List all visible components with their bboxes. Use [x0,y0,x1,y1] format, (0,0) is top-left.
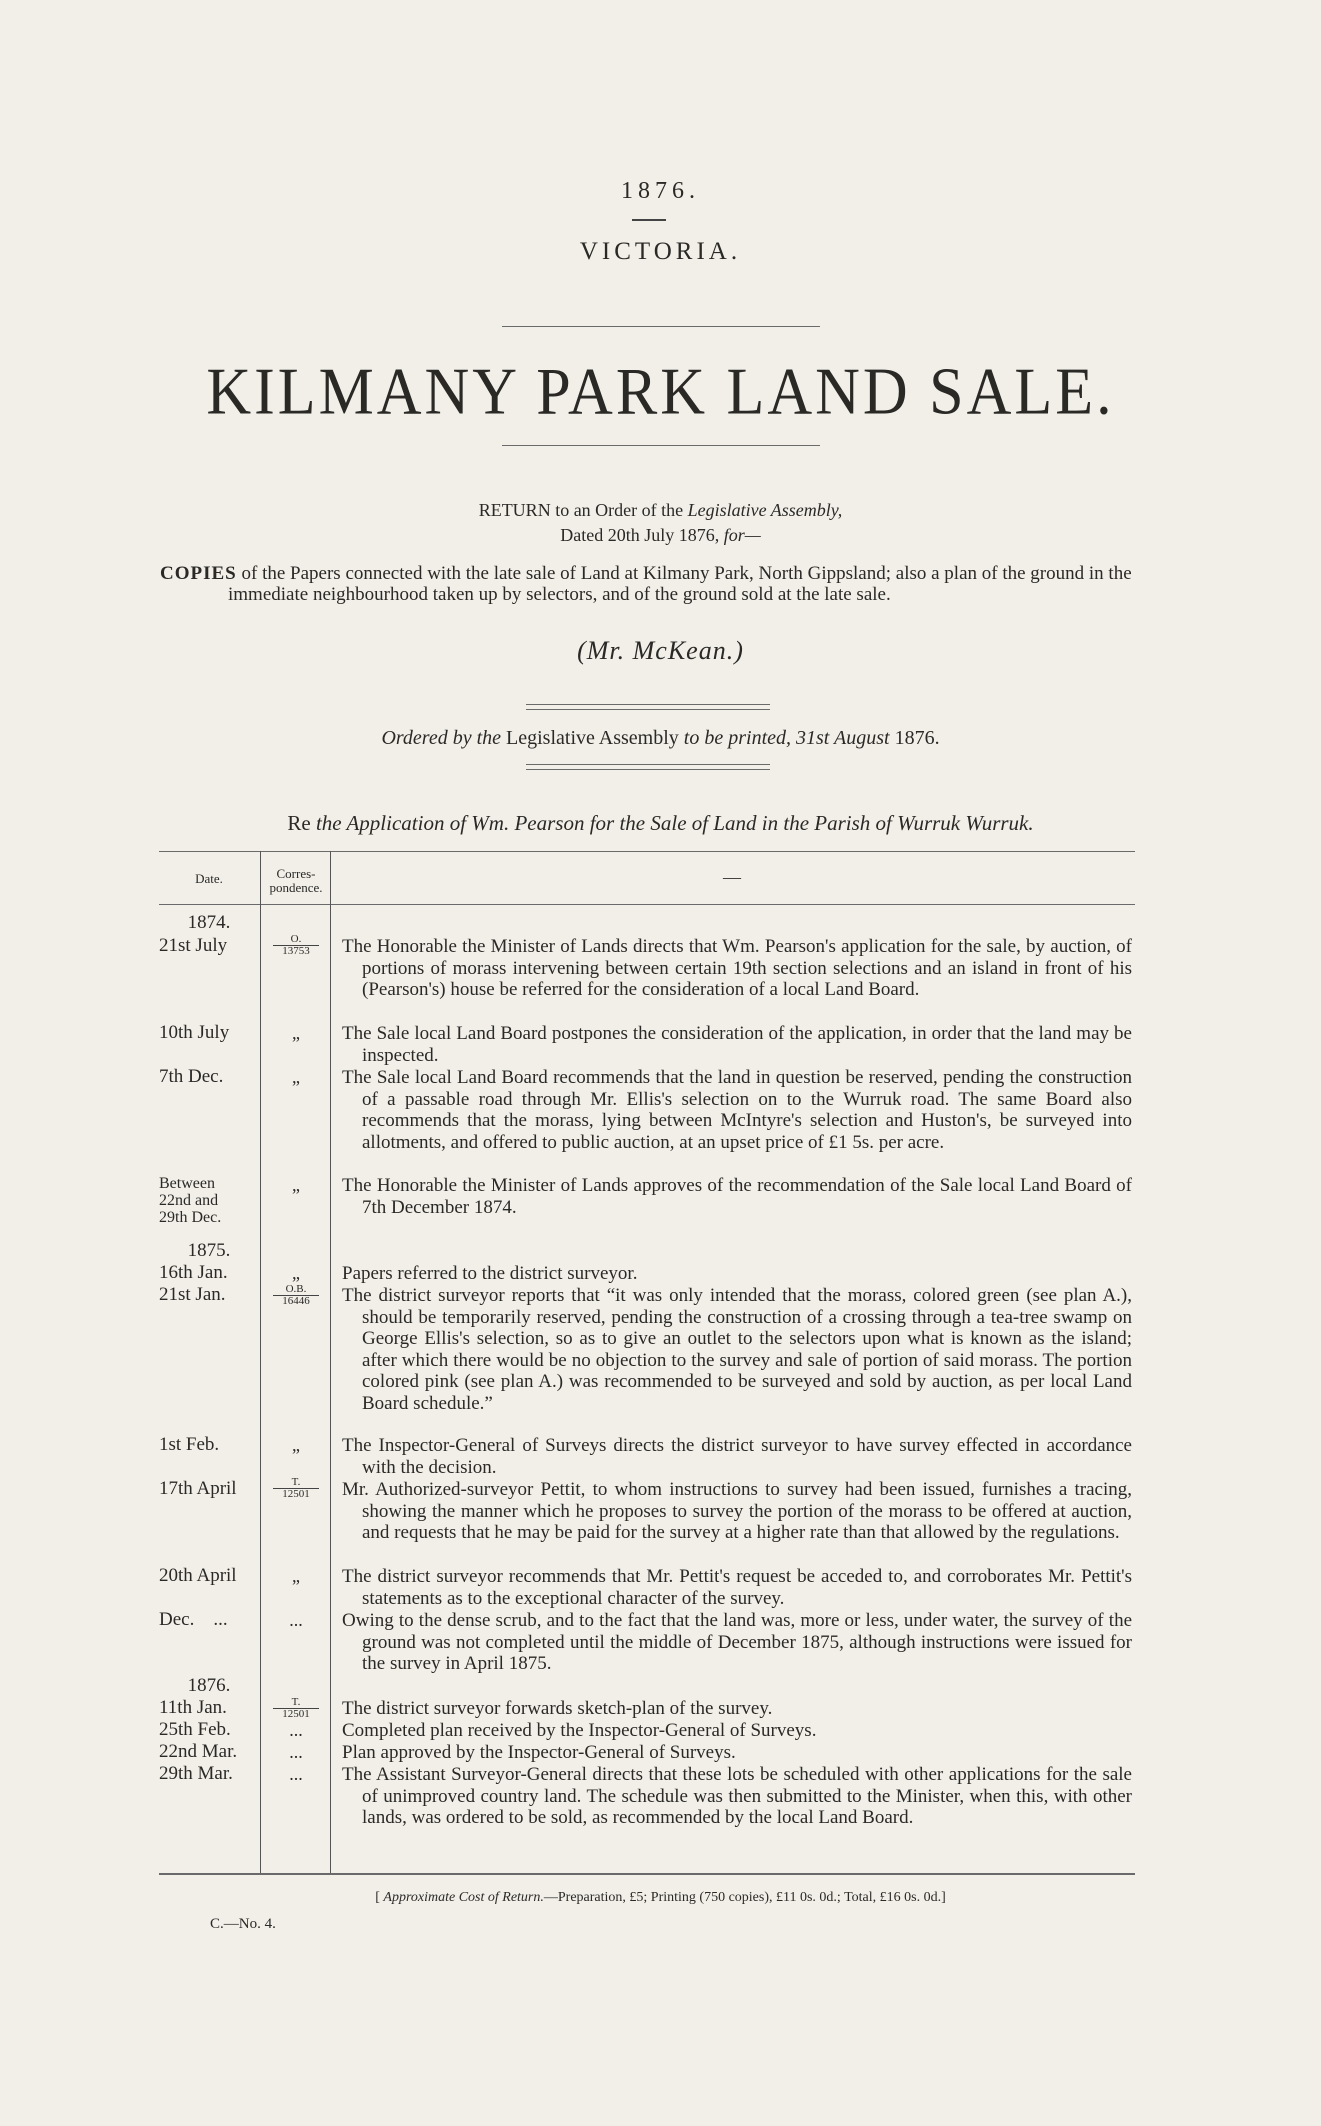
corr-ref-top: T. [273,1697,319,1709]
document-year: 1876. [621,178,700,204]
ordered-c: to be printed, [683,727,797,749]
row-date: 22nd Mar. [159,1741,238,1762]
cost-label: Approximate Cost of Return. [383,1890,544,1905]
row-text: The Honorable the Minister of Lands directs that Wm. Pearson's application for the sale, by auction, of portions of morass intervening between certain 19th section selections and an island in front of his (Pearson's) house be referred for the consideration of a local Land Board. [342,936,1132,1000]
row-date: Between 22nd and 29th Dec. [159,1175,222,1226]
year-label-1874: 1874. [187,912,231,933]
row-corr-ellipsis: ... [289,1610,303,1630]
corr-ref-bottom: 12501 [282,1488,310,1500]
ordered-rule-bottom-2 [526,769,770,770]
ordered-rule-bottom-1 [526,764,770,765]
row-corr-ref [262,1284,330,1307]
colony-name: VICTORIA. [579,238,742,265]
return-for: for— [723,525,761,545]
row-text: The Honorable the Minister of Lands approves of the recommendation of the Sale local Land Board of 7th December 1874. [342,1175,1132,1218]
re-label: Re [287,811,316,835]
return-line-2 [0,525,1321,546]
corr-ref-top: O.B. [273,1284,319,1296]
corr-ref-bottom: 12501 [282,1708,310,1720]
row-date: 20th April [159,1565,237,1586]
cost-note [0,1890,1321,1906]
row-corr-ditto: „ [292,1566,300,1586]
row-corr-ref [262,934,330,957]
title-rule-top [502,326,820,327]
cost-bracket: [ [375,1890,384,1905]
row-date: 21st Jan. [159,1284,226,1305]
row-date: 29th Mar. [159,1763,233,1784]
ordered-rule-top-1 [526,704,770,705]
return-date: Dated 20th July 1876, [560,525,724,545]
row-text: The Inspector-General of Surveys directs the district surveyor to have survey effected in accordance with the decision. [342,1435,1132,1478]
copies-lead: COPIES [160,563,237,584]
row-date: 10th July [159,1022,230,1043]
row-corr-ditto: „ [292,1023,300,1043]
row-date: 16th Jan. [159,1262,228,1283]
ordered-line [0,727,1321,750]
row-corr-ref [262,1697,330,1720]
table-divider-date [260,851,261,1873]
row-corr-ditto: „ [292,1175,300,1195]
col-header-correspondence: Corres- pondence. [269,866,323,895]
row-text: The district surveyor forwards sketch-plan of the survey. [342,1698,773,1719]
corr-ref-bottom: 13753 [282,945,310,957]
row-corr-ellipsis: ... [289,1764,303,1784]
re-subject: the Application of Wm. Pearson for the Sale of Land in the Parish of Wurruk Wurruk. [315,811,1034,835]
table-rule-header [159,904,1135,905]
year-label-1876: 1876. [187,1675,231,1696]
ordered-rule-top-2 [526,709,770,710]
row-corr-ellipsis: ... [289,1742,303,1762]
title-rule-bottom [502,445,820,446]
row-date: Dec. ... [159,1609,228,1630]
return-text: RETURN to an Order of the [478,500,688,520]
col-header-date: Date. [195,871,223,886]
row-corr-ref [262,1477,330,1500]
row-text: Mr. Authorized-surveyor Pettit, to whom instructions to survey had been issued, furnishes a tracing, showing the manner which he proposes to survey the portion of the morass to be offered at auction, and requests that he may be paid for the survey at a higher rate than that allowed by the regulations. [342,1479,1132,1543]
row-date: 25th Feb. [159,1719,231,1740]
row-date: 17th April [159,1478,237,1499]
ordered-d: 31st August [796,727,895,749]
cost-breakdown: —Preparation, £5; Printing (750 copies), £11 0s. 0d.; Total, £16 0s. 0d.] [543,1890,946,1905]
member-name: (Mr. McKean.) [577,636,744,665]
paper-number: C.—No. 4. [210,1916,276,1932]
ordered-e: 1876. [894,727,940,749]
row-text: Owing to the dense scrub, and to the fact that the land was, more or less, under water, the survey of the ground was not completed until the middle of December 1875, although instructions were issued for the survey in April 1875. [342,1610,1132,1674]
row-text: Papers referred to the district surveyor. [342,1263,638,1284]
copies-text: of the Papers connected with the late sale of Land at Kilmany Park, North Gippsland; also a plan of the ground in the immediate neighbourhood taken up by selectors, and of the ground sold at the late sale. [228,563,1132,605]
row-corr-ditto: „ [292,1435,300,1455]
document-title: KILMANY PARK LAND SALE. [206,355,1115,429]
ordered-a: Ordered by the [381,727,507,749]
col-header-text: — [723,867,741,887]
row-text: Plan approved by the Inspector-General of Surveys. [342,1742,736,1763]
year-label-1875: 1875. [187,1240,231,1261]
return-line-1 [0,500,1321,521]
corr-ref-bottom: 16446 [282,1295,310,1307]
row-corr-ellipsis: ... [289,1720,303,1740]
row-text: The Sale local Land Board postpones the consideration of the application, in order that the land may be inspected. [342,1023,1132,1066]
row-date: 11th Jan. [159,1697,227,1718]
return-assembly: Legislative Assembly, [687,500,843,520]
table-rule-bottom [159,1873,1135,1875]
copies-paragraph [160,563,1203,605]
table-divider-corr [330,851,331,1873]
corr-ref-top: T. [273,1477,319,1489]
row-date: 1st Feb. [159,1434,220,1455]
table-rule-top [159,851,1135,852]
row-text: Completed plan received by the Inspector-General of Surveys. [342,1720,817,1741]
row-text: The Sale local Land Board recommends that the land in question be reserved, pending the construction of a passable road through Mr. Ellis's selection on to the Wurruk road. The same Board also recommends that the morass, lying between McIntyre's selection and Huston's, be surveyed into allotments, and offered to public auction, at an upset price of £1 5s. per acre. [342,1067,1132,1153]
row-date: 7th Dec. [159,1066,224,1087]
row-text: The Assistant Surveyor-General directs that these lots be scheduled with other applications for the sale of unimproved country land. The schedule was then submitted to the Minister, when this, with other lands, was ordered to be sold, as recommended by the local Land Board. [342,1764,1132,1828]
row-date: 21st July [159,935,228,956]
year-divider [632,219,666,221]
row-text: The district surveyor recommends that Mr. Pettit's request be acceded to, and corroborates Mr. Pettit's statements as to the exceptional character of the survey. [342,1566,1132,1609]
corr-ref-top: O. [273,934,319,946]
application-heading [0,811,1321,836]
row-corr-ditto: „ [292,1067,300,1087]
row-corr-ditto: „ [292,1263,300,1283]
row-text: The district surveyor reports that “it was only intended that the morass, colored green (see plan A.), should be temporarily reserved, pending the construction of a crossing through a tea-tree swamp on George Ellis's selection, so as to give an outlet to the selectors upon what is known as the island; after which there would be no objection to the survey and sale of portion of said morass. The portion colored pink (see plan A.) was recommended to be surveyed and sold by auction, as per local Land Board schedule.” [342,1285,1132,1414]
ordered-b: Legislative Assembly [506,727,684,749]
